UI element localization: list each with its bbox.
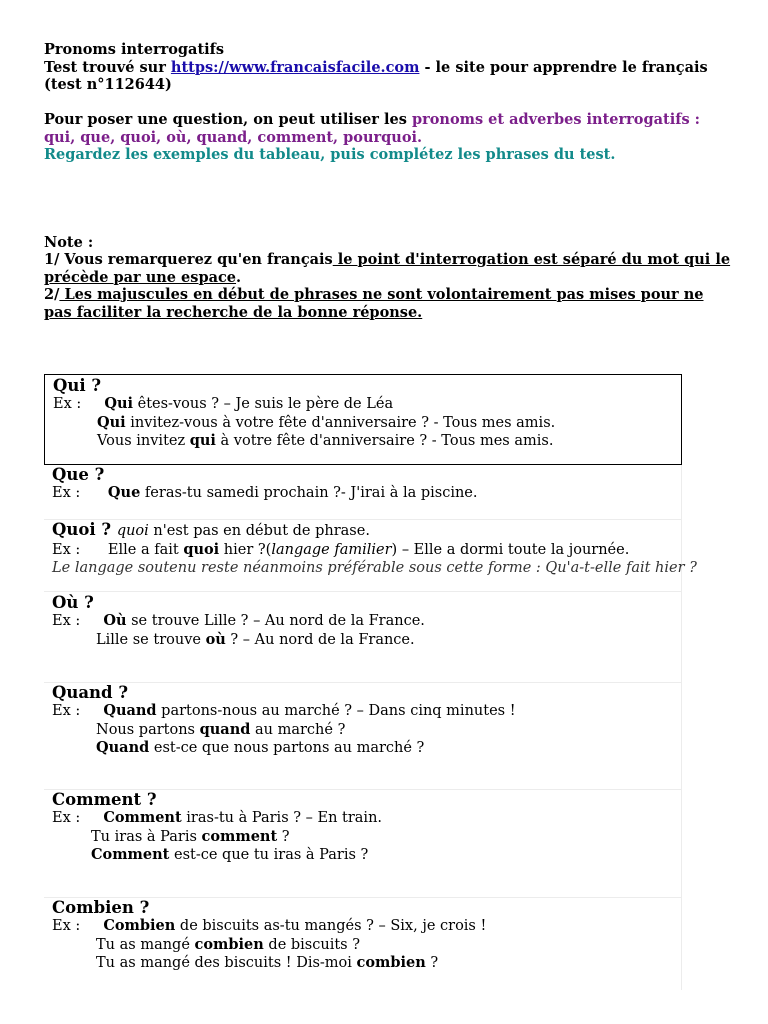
example-prefix: Ex :	[52, 613, 104, 629]
example-prefix: Ex :	[52, 810, 104, 826]
example-text: Lille se trouve	[96, 631, 206, 648]
example-text: au marché ?	[250, 721, 346, 738]
example-prefix: Ex :	[52, 485, 108, 501]
section-qui	[44, 374, 682, 465]
example-line	[52, 631, 681, 650]
keyword: où	[205, 630, 226, 648]
example-line	[52, 612, 681, 631]
example-line	[52, 484, 681, 503]
note-1-end: .	[236, 268, 242, 286]
note-2-underlined: Les majuscules en début de phrases ne sont volontairement pas mises pour ne pas faciliter la recherche de la bonne réponse.	[44, 286, 704, 321]
keyword: Quand	[96, 739, 150, 756]
example-text: de biscuits as-tu mangés ? – Six, je crois !	[175, 918, 487, 934]
note-1-prefix: 1/ Vous remarquerez qu'en français	[44, 251, 333, 268]
intro-block	[44, 41, 734, 321]
note-label: Note :	[44, 233, 94, 251]
question-highlight: pronoms et adverbes interrogatifs : qui, que, quoi, où, quand, comment, pourquoi.	[44, 111, 701, 146]
example-text: se trouve Lille ? – Au nord de la France.	[126, 613, 425, 629]
keyword: Où	[103, 612, 127, 629]
section-ou	[44, 592, 682, 683]
example-line	[52, 721, 681, 740]
keyword: combien	[356, 954, 426, 971]
example-text: Tu as mangé	[96, 936, 195, 953]
section-heading: Qui ?	[53, 376, 102, 395]
instruction-line: Regardez les exemples du tableau, puis complétez les phrases du test.	[44, 146, 616, 163]
keyword: Qui	[104, 395, 133, 412]
source-prefix: Test trouvé sur	[44, 58, 171, 76]
example-line	[53, 395, 681, 414]
example-line	[52, 828, 681, 847]
keyword: Comment	[103, 809, 182, 826]
example-line	[52, 954, 681, 973]
example-prefix: Ex :	[53, 396, 105, 412]
note-2-prefix: 2/	[44, 286, 60, 303]
section-quoi	[44, 520, 697, 592]
example-line	[52, 739, 681, 758]
section-heading: Comment ?	[52, 790, 157, 809]
question-prefix: Pour poser une question, on peut utiliser les	[44, 111, 412, 128]
example-line	[52, 917, 681, 936]
example-line	[52, 936, 681, 955]
section-heading: Que ?	[52, 465, 105, 484]
section-combien	[44, 898, 682, 990]
example-text: ) – Elle a dormi toute la journée.	[391, 542, 630, 558]
example-text: êtes-vous ? – Je suis le père de Léa	[133, 396, 394, 412]
example-text: ? – Au nord de la France.	[225, 631, 415, 648]
example-text: est-ce que nous partons au marché ?	[149, 740, 425, 756]
example-line	[52, 846, 681, 865]
example-text: à votre fête d'anniversaire ? - Tous mes amis.	[215, 433, 554, 449]
source-suffix: - le site pour apprendre le français (test n°112644)	[44, 58, 708, 93]
example-text: partons-nous au marché ? – Dans cinq minutes !	[156, 703, 516, 719]
section-heading: Quand ?	[52, 683, 129, 702]
keyword: Quand	[103, 702, 157, 719]
section-heading: Où ?	[52, 593, 94, 612]
example-text: Ex : Elle a fait	[52, 542, 184, 558]
example-line	[52, 541, 681, 560]
keyword: quoi	[183, 541, 220, 558]
example-text: Tu as mangé des biscuits ! Dis-moi	[96, 955, 357, 971]
example-line: Le langage soutenu reste néanmoins préférable sous cette forme : Qu'a-t-elle fait hier ?	[52, 559, 697, 576]
note-2	[44, 286, 734, 321]
example-text: invitez-vous à votre fête d'anniversaire ? - Tous mes amis.	[125, 414, 556, 431]
section-que	[44, 465, 682, 520]
example-text: est-ce que tu iras à Paris ?	[169, 847, 369, 863]
question-line	[44, 111, 734, 146]
example-prefix: Ex :	[52, 918, 104, 934]
register-note: langage familier	[271, 542, 392, 558]
example-text: Tu iras à Paris	[91, 828, 202, 845]
example-text: ?	[425, 955, 439, 971]
section-comment	[44, 790, 682, 898]
example-text: hier ?(	[219, 542, 272, 558]
keyword: quand	[199, 720, 251, 738]
source-link[interactable]: https://www.francaisfacile.com	[170, 58, 420, 76]
section-heading: Combien ?	[52, 898, 150, 917]
example-prefix: Ex :	[52, 703, 104, 719]
example-line	[53, 432, 681, 451]
heading-note: quoi	[116, 523, 149, 539]
keyword: comment	[201, 827, 278, 845]
example-line	[52, 702, 681, 721]
page-title: Pronoms interrogatifs	[44, 41, 225, 58]
example-line	[52, 809, 681, 828]
keyword: Que	[107, 484, 141, 501]
example-text: de biscuits ?	[263, 936, 360, 953]
section-heading	[52, 520, 681, 541]
note-1-underlined: le point d'interrogation est séparé du mot qui le précède par une espace	[44, 251, 731, 286]
example-text: Nous partons	[96, 721, 200, 738]
source-line	[44, 59, 734, 94]
keyword: qui	[189, 432, 216, 449]
keyword: Comment	[91, 846, 170, 863]
section-quand	[44, 683, 682, 790]
example-text: ?	[277, 828, 290, 845]
heading-note-rest: n'est pas en début de phrase.	[148, 523, 370, 539]
example-text: feras-tu samedi prochain ?- J'irai à la piscine.	[140, 485, 478, 501]
keyword: Qui	[97, 413, 126, 431]
heading-text: Quoi ?	[52, 520, 112, 539]
example-text: Vous invitez	[97, 433, 190, 449]
keyword: combien	[194, 935, 264, 953]
example-line	[53, 414, 681, 433]
example-text: iras-tu à Paris ? – En train.	[181, 810, 383, 826]
note-1	[44, 251, 734, 286]
keyword: Combien	[103, 917, 176, 934]
